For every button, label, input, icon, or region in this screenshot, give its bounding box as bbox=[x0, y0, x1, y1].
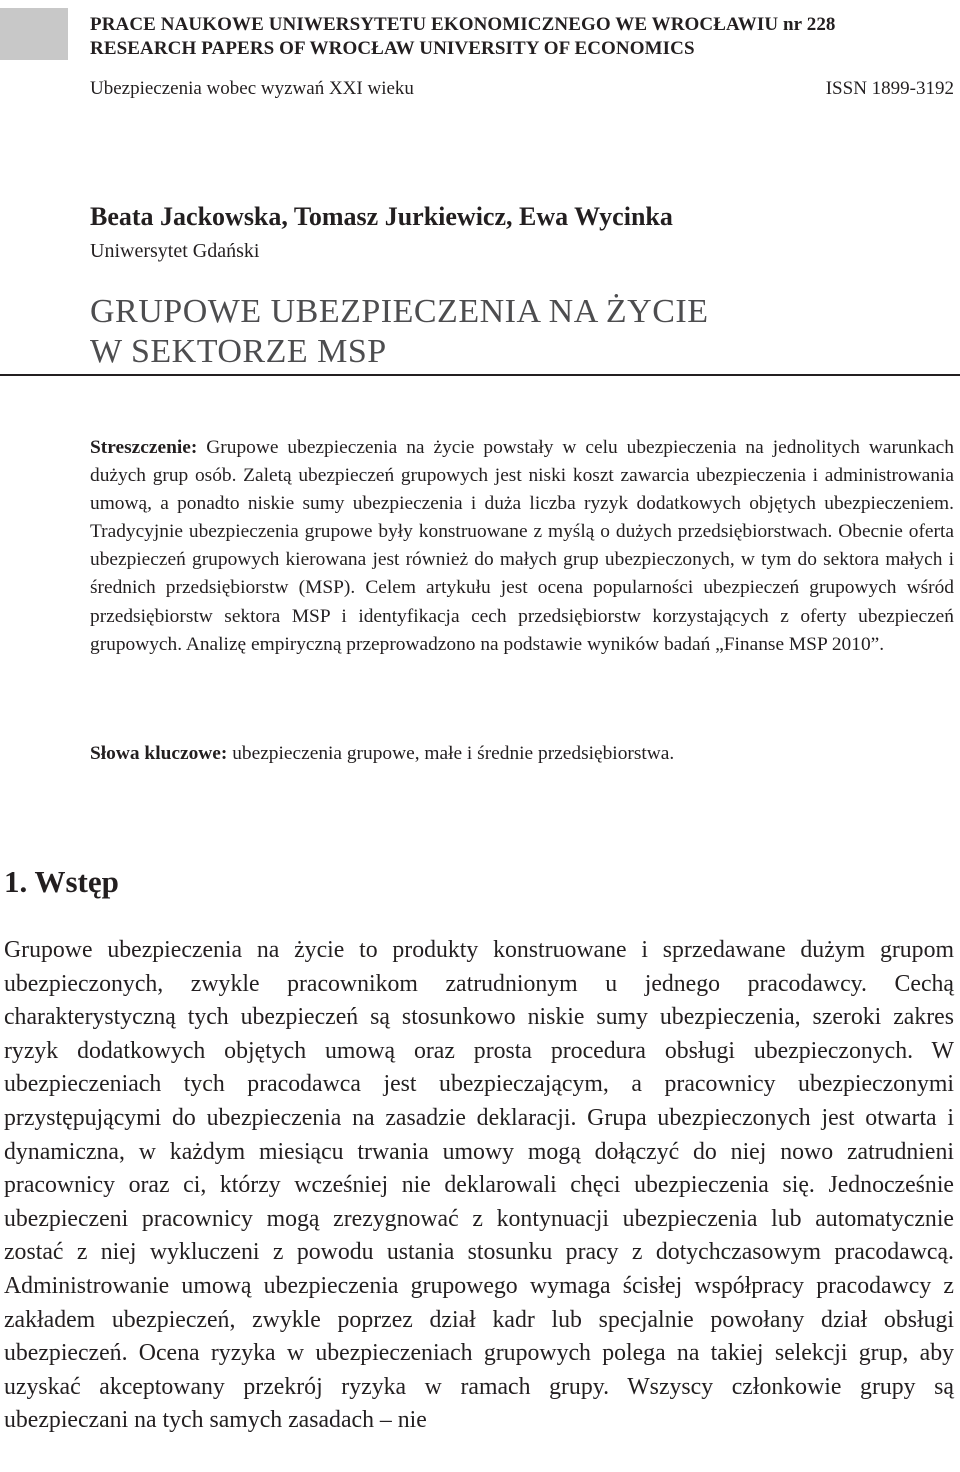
keywords bbox=[90, 740, 954, 768]
section-heading: 1. Wstęp bbox=[4, 864, 119, 899]
keywords-text: ubezpieczenia grupowe, małe i średnie przedsiębiorstwa. bbox=[227, 743, 675, 764]
header-gray-block bbox=[0, 8, 68, 60]
issn: ISSN 1899-3192 bbox=[825, 78, 954, 99]
author-affiliation: Uniwersytet Gdański bbox=[90, 240, 260, 262]
article-title-line-2: W SEKTORZE MSP bbox=[90, 333, 387, 370]
article-authors: Beata Jackowska, Tomasz Jurkiewicz, Ewa Wycinka bbox=[90, 202, 673, 231]
title-divider bbox=[0, 374, 960, 376]
abstract bbox=[90, 434, 954, 659]
volume-title: Ubezpieczenia wobec wyzwań XXI wieku bbox=[90, 78, 414, 99]
abstract-label: Streszczenie: bbox=[90, 437, 198, 458]
journal-name-english: RESEARCH PAPERS OF WROCŁAW UNIVERSITY OF ECONOMICS bbox=[90, 38, 695, 59]
journal-name-polish: PRACE NAUKOWE UNIWERSYTETU EKONOMICZNEGO WE WROCŁAWIU nr 228 bbox=[90, 14, 836, 35]
keywords-label: Słowa kluczowe: bbox=[90, 743, 228, 764]
abstract-text: Grupowe ubezpieczenia na życie powstały w celu ubezpieczenia na jednolitych warunkach dużych grup osób. Zaletą ubezpieczeń grupowych jest niski koszt zawarcia ubezpieczenia i administrowania umową, a ponadto niskie sumy ubezpieczenia i duża liczba ryzyk dodatkowych objętych ubezpieczeniem. Tradycyjnie ubezpieczenia grupowe były konstruowane z myślą o dużych przedsiębiorstwach. Obecnie oferta ubezpieczeń grupowych kierowana jest również do małych grup ubezpieczonych, w tym do sektora małych i średnich przedsiębiorstw (MSP). Celem artykułu jest ocena popularności ubezpieczeń grupowych wśród przedsiębiorstw sektora MSP i identyfikacja cech przedsiębiorstw korzystających z oferty ubezpieczeń grupowych. Analizę empiryczną przeprowadzono na podstawie wyników badań „Finanse MSP 2010”. bbox=[90, 437, 954, 655]
article-title-line-1: GRUPOWE UBEZPIECZENIA NA ŻYCIE bbox=[90, 293, 709, 330]
section-body-text: Grupowe ubezpieczenia na życie to produkty konstruowane i sprzedawane dużym grupom ubezpieczonych, zwykle pracownikom zatrudnionym u jednego pracodawcy. Cechą charakterystyczną tych ubezpieczeń są stosunkowo niskie sumy ubezpieczenia, szeroki zakres ryzyk dodatkowych objętych umową oraz prosta procedura obsługi ubezpieczonych. W ubezpieczeniach tych pracodawca jest ubezpieczającym, a pracownicy ubezpieczonymi przystępującymi do ubezpieczenia na zasadzie deklaracji. Grupa ubezpieczonych jest otwarta i dynamiczna, w każdym miesiącu trwania umowy mogą dołączyć do niej nowo zatrudnieni pracownicy oraz ci, którzy wcześniej nie deklarowali chęci ubezpieczenia się. Jednocześnie ubezpieczeni pracownicy mogą zrezygnować z kontynuacji ubezpieczenia lub automatycznie zostać z niej wykluczeni z powodu ustania stosunku pracy z dotychczasowym pracodawcą. Administrowanie umową ubezpieczenia grupowego wymaga ścisłej współpracy pracodawcy z zakładem ubezpieczeń, zwykle poprzez dział kadr lub specjalnie powołany dział obsługi ubezpieczeń. Ocena ryzyka w ubezpieczeniach grupowych polega na takiej selekcji grup, aby uzyskać akceptowany przekrój ryzyka w ramach grupy. Wszyscy członkowie grupy są ubezpieczani na tych samych zasadach – nie bbox=[4, 937, 954, 1434]
